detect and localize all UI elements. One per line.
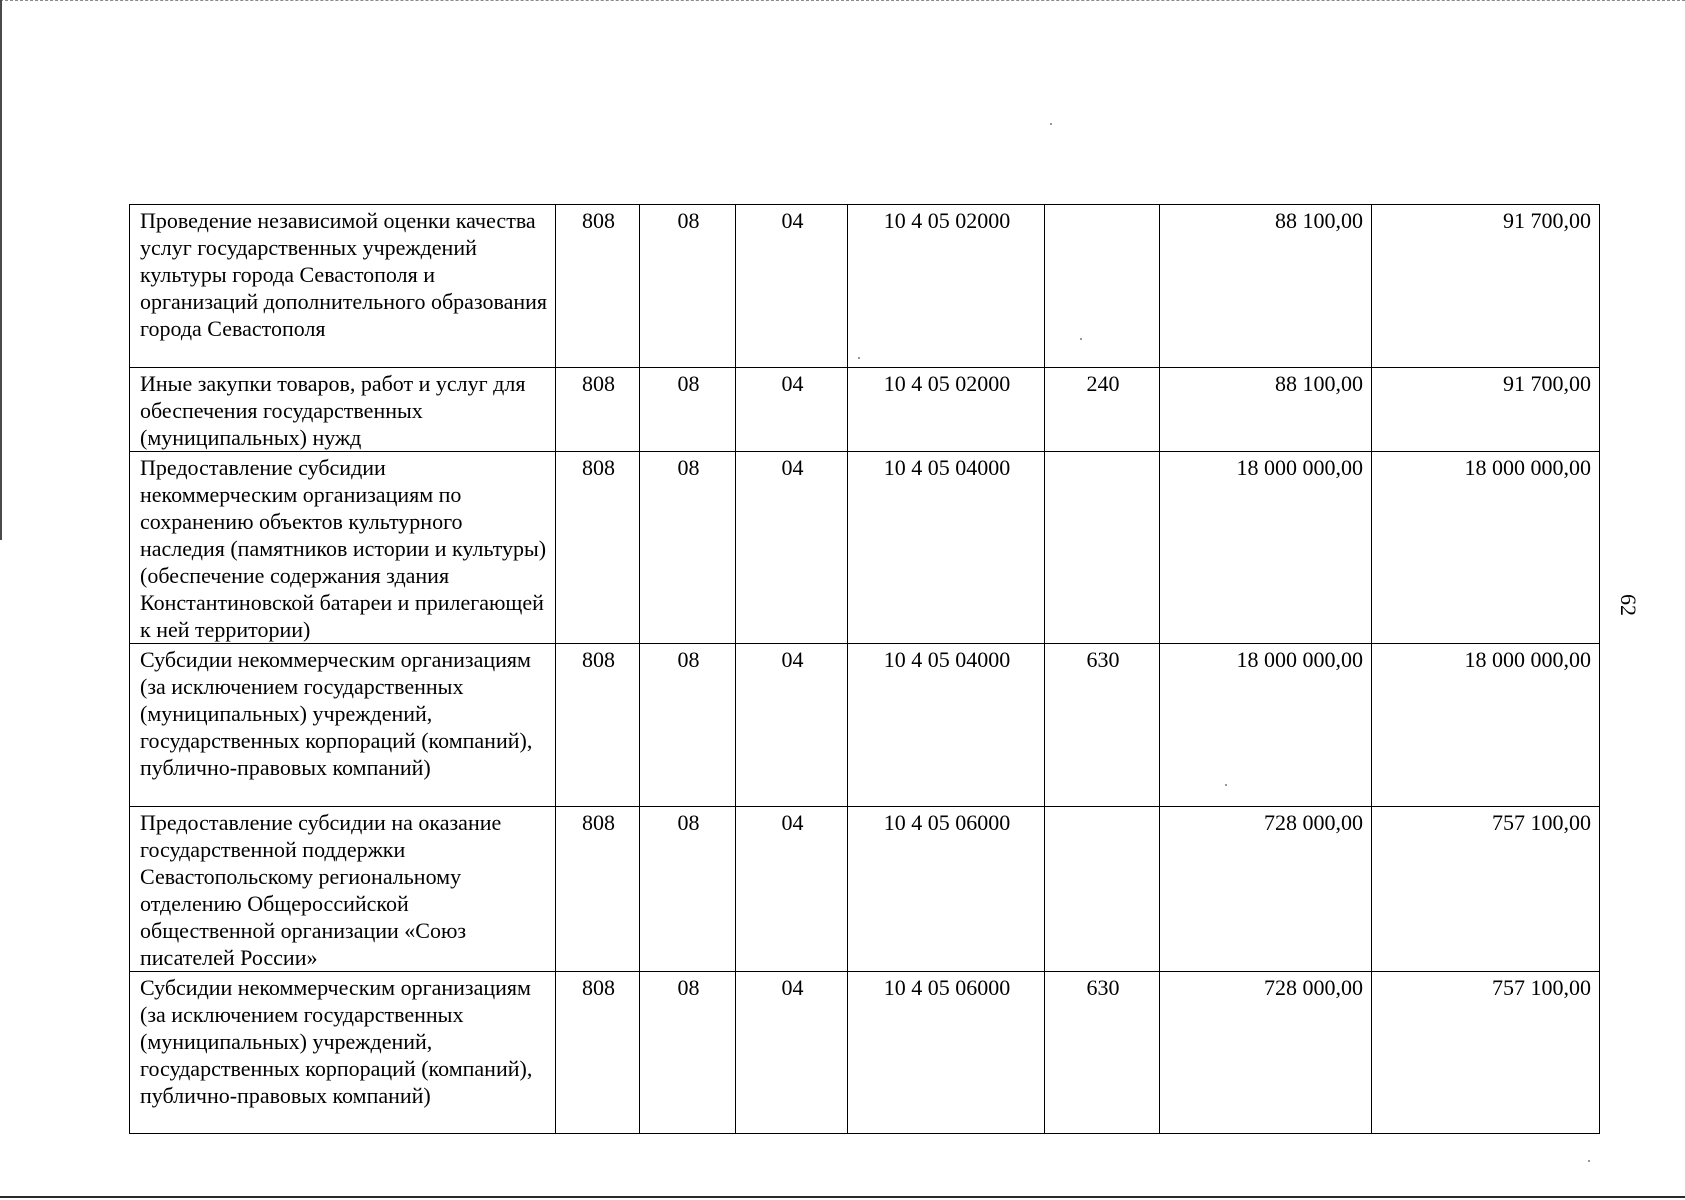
section-code-cell: 08 — [640, 452, 736, 644]
admin-code-cell: 808 — [556, 807, 640, 972]
section-code-cell: 08 — [640, 972, 736, 1134]
target-article-cell: 10 4 05 04000 — [848, 452, 1045, 644]
row-name-cell: Иные закупки товаров, работ и услуг для обеспечения государственных (муниципальных) нужд — [130, 368, 556, 452]
scan-edge-bottom — [0, 1196, 1685, 1198]
row-name-cell: Предоставление субсидии некоммерческим организациям по сохранению объектов культурного наследия (памятников истории и культуры) (обеспечение содержания здания Константиновской батареи и прилегающей к ней территории) — [130, 452, 556, 644]
expense-type-cell — [1045, 807, 1160, 972]
admin-code-cell: 808 — [556, 452, 640, 644]
amount-year1-cell: 18 000 000,00 — [1160, 644, 1372, 807]
subsection-code-cell: 04 — [736, 205, 848, 368]
row-name-cell: Предоставление субсидии на оказание государственной поддержки Севастопольскому региональному отделению Общероссийской общественной организации «Союз писателей России» — [130, 807, 556, 972]
admin-code-cell: 808 — [556, 644, 640, 807]
amount-year2-cell: 91 700,00 — [1372, 368, 1600, 452]
admin-code-cell: 808 — [556, 205, 640, 368]
admin-code-cell: 808 — [556, 972, 640, 1134]
amount-year1-cell: 728 000,00 — [1160, 972, 1372, 1134]
amount-year2-cell: 91 700,00 — [1372, 205, 1600, 368]
amount-year2-cell: 757 100,00 — [1372, 972, 1600, 1134]
section-code-cell: 08 — [640, 807, 736, 972]
row-name-cell: Субсидии некоммерческим организациям (за исключением государственных (муниципальных) учреждений, государственных корпораций (компаний), публично-правовых компаний) — [130, 972, 556, 1134]
table-row — [130, 205, 1600, 368]
amount-year2-cell: 18 000 000,00 — [1372, 452, 1600, 644]
section-code-cell: 08 — [640, 644, 736, 807]
target-article-cell: 10 4 05 06000 — [848, 807, 1045, 972]
expense-type-cell: 240 — [1045, 368, 1160, 452]
amount-year2-cell: 757 100,00 — [1372, 807, 1600, 972]
scan-edge-top — [0, 0, 1685, 1]
target-article-cell: 10 4 05 02000 — [848, 368, 1045, 452]
section-code-cell: 08 — [640, 368, 736, 452]
scan-speck — [1588, 1160, 1590, 1162]
amount-year1-cell: 728 000,00 — [1160, 807, 1372, 972]
amount-year1-cell: 88 100,00 — [1160, 368, 1372, 452]
target-article-cell: 10 4 05 02000 — [848, 205, 1045, 368]
expense-type-cell: 630 — [1045, 972, 1160, 1134]
subsection-code-cell: 04 — [736, 368, 848, 452]
budget-table — [129, 204, 1600, 1134]
amount-year2-cell: 18 000 000,00 — [1372, 644, 1600, 807]
scan-speck — [1050, 123, 1052, 125]
amount-year1-cell: 88 100,00 — [1160, 205, 1372, 368]
expense-type-cell — [1045, 452, 1160, 644]
table-row — [130, 644, 1600, 807]
subsection-code-cell: 04 — [736, 807, 848, 972]
target-article-cell: 10 4 05 06000 — [848, 972, 1045, 1134]
expense-type-cell — [1045, 205, 1160, 368]
subsection-code-cell: 04 — [736, 644, 848, 807]
table-row — [130, 368, 1600, 452]
expense-type-cell: 630 — [1045, 644, 1160, 807]
subsection-code-cell: 04 — [736, 972, 848, 1134]
section-code-cell: 08 — [640, 205, 736, 368]
table-row — [130, 807, 1600, 972]
scan-edge-left — [0, 0, 2, 540]
page-number: 62 — [1616, 594, 1641, 616]
subsection-code-cell: 04 — [736, 452, 848, 644]
row-name-cell: Субсидии некоммерческим организациям (за исключением государственных (муниципальных) учреждений, государственных корпораций (компаний), публично-правовых компаний) — [130, 644, 556, 807]
admin-code-cell: 808 — [556, 368, 640, 452]
target-article-cell: 10 4 05 04000 — [848, 644, 1045, 807]
table-row — [130, 452, 1600, 644]
table-row — [130, 972, 1600, 1134]
amount-year1-cell: 18 000 000,00 — [1160, 452, 1372, 644]
row-name-cell: Проведение независимой оценки качества услуг государственных учреждений культуры города Севастополя и организаций дополнительного образования города Севастополя — [130, 205, 556, 368]
